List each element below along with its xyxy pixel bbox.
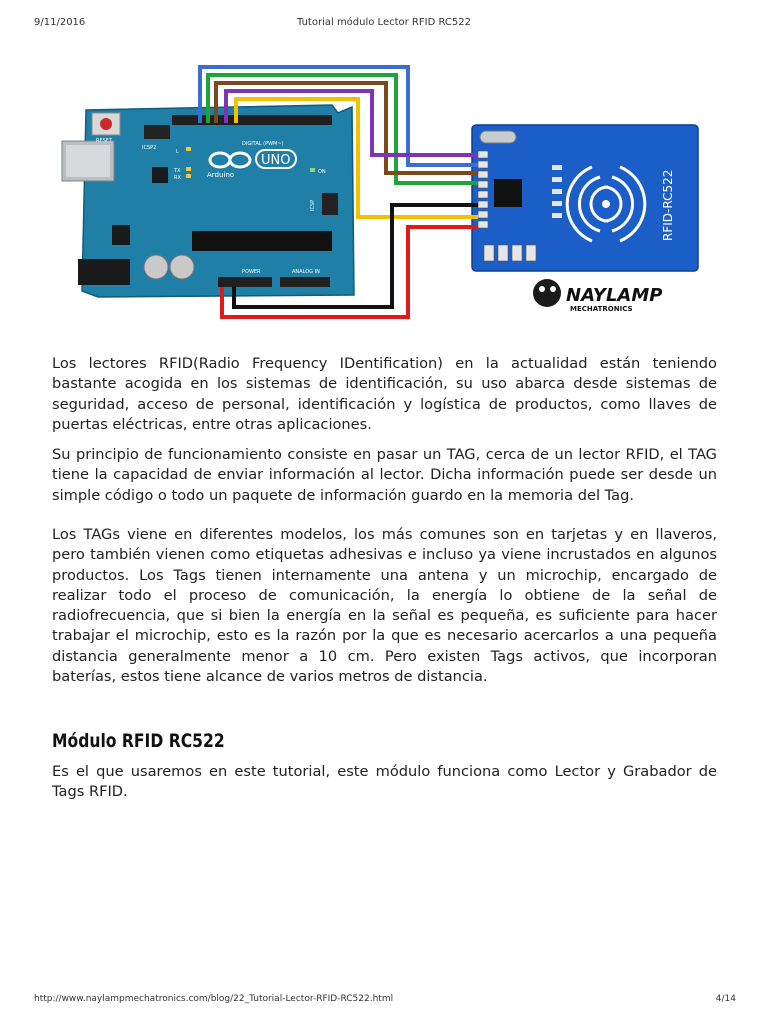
tx-led-label: TX (174, 168, 181, 174)
principle-paragraph-text: Su principio de funcionamiento consiste en pasar un TAG, cerca de un lector RFID, el TAG tiene la capacidad de enviar información al lector. Dicha información puede ser desde un simple código o todo un paquete de información guardo en la memoria del Tag. (52, 446, 717, 504)
arduino-uno-board (62, 105, 354, 297)
rfid-wiring-figure (52, 55, 716, 330)
digital-header-label: DIGITAL (PWM~) (242, 141, 284, 147)
power-header-label: POWER (242, 269, 261, 275)
icsp-label: ICSP (310, 199, 316, 211)
page-header-title: Tutorial módulo Lector RFID RC522 (297, 17, 471, 28)
rfid-rc522-module (472, 125, 698, 271)
intro-paragraph (52, 354, 717, 435)
icsp2-label: ICSP2 (142, 145, 157, 151)
intro-paragraph-text: Los lectores RFID(Radio Frequency IDentification) en la actualidad están teniendo bastante acogida en los sistemas de identificación, su uso abarca desde sistemas de seguridad, acceso de personal, identificación y logística de productos, como llaves de puertas eléctricas, entre otras aplicaciones. (52, 355, 717, 433)
reset-label: RESET (96, 138, 113, 144)
l-led-label: L (176, 149, 179, 155)
footer-page-number: 4/14 (715, 994, 736, 1004)
rx-led-label: RX (174, 175, 181, 181)
naylamp-logo-sub: MECHATRONICS (570, 305, 633, 313)
module-paragraph (52, 762, 717, 803)
tags-paragraph (52, 525, 717, 687)
on-led-label: ON (318, 169, 326, 175)
naylamp-logo-name: NAYLAMP (566, 285, 663, 306)
principle-paragraph (52, 445, 717, 506)
module-paragraph-text: Es el que usaremos en este tutorial, este módulo funciona como Lector y Grabador de Tags RFID. (52, 763, 717, 801)
tags-paragraph-text: Los TAGs viene en diferentes modelos, los más comunes son en tarjetas y en llaveros, pero también vienen como etiquetas adhesivas e incluso ya viene incrustados en algunos productos. Los Tags tienen internamente una antena y un microchip, encargado de realizar todo el proceso de comunicación, la energía lo obtiene de la señal de radiofrecuencia, que si bien la energía en la señal es pequeña, es suficiente para hacer trabajar el microchip, esto es la razón por la que es necesario acercarlos a una pequeña distancia generalmente menor a 10 cm. Pero existen Tags activos, que incorporan baterías, estos tiene alcance de varios metros de distancia. (52, 526, 717, 686)
module-label: RFID-RC522 (661, 169, 675, 241)
section-heading: Módulo RFID RC522 (52, 730, 225, 752)
naylamp-logo (533, 279, 662, 313)
footer-url: http://www.naylampmechatronics.com/blog/22_Tutorial-Lector-RFID-RC522.html (34, 994, 394, 1004)
analog-header-label: ANALOG IN (292, 269, 320, 275)
board-brand-label: Arduino (207, 171, 235, 179)
page-header-date: 9/11/2016 (34, 17, 86, 28)
board-model-label: UNO (261, 153, 291, 168)
